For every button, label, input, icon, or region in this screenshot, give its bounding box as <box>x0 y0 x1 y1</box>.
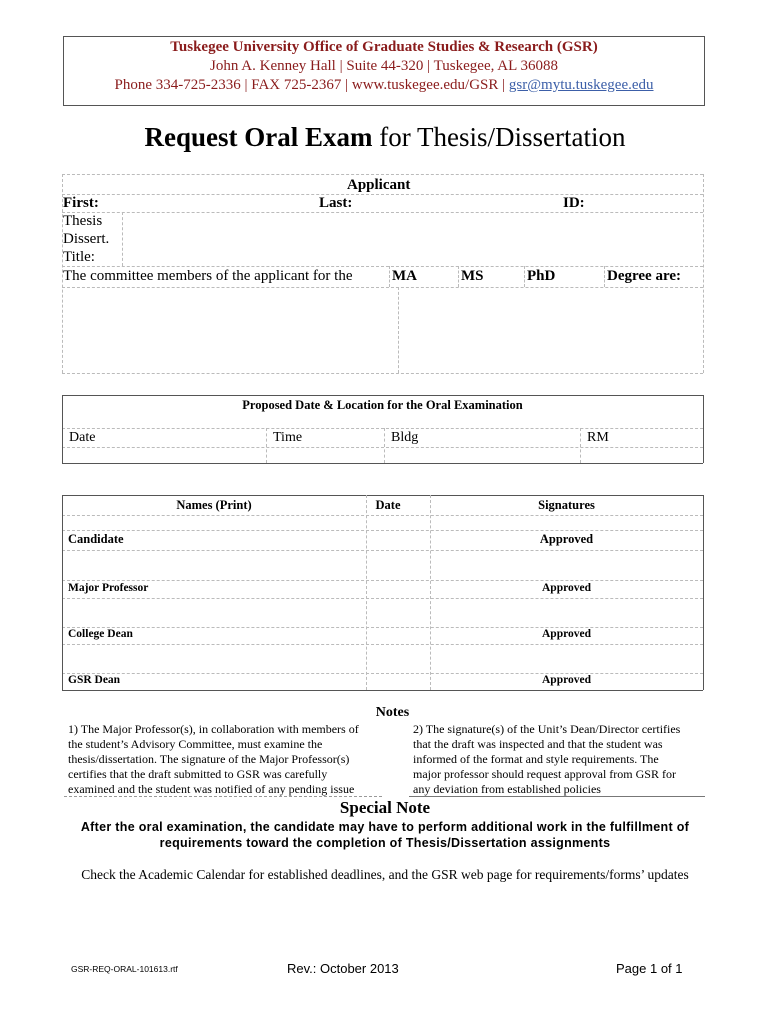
degree-ms: MS <box>461 268 484 284</box>
notes-right-line: informed of the format and style requirements. The <box>413 752 659 766</box>
committee-text: The committee members of the applicant for the <box>63 268 353 284</box>
status-major-professor: Approved <box>542 582 591 594</box>
exam-bldg-label: Bldg <box>391 430 419 445</box>
office-name: Tuskegee University Office of Graduate Studies & Research (GSR) <box>170 39 598 55</box>
office-contact <box>64 77 704 94</box>
footer-revision: Rev.: October 2013 <box>287 961 399 976</box>
special-note-line-1: After the oral examination, the candidate may have to perform additional work in the fulfillment of <box>80 820 690 834</box>
applicant-heading: Applicant <box>347 177 411 193</box>
notes-left-line: the student’s Advisory Committee, must examine the <box>68 737 323 751</box>
exam-rm-label: RM <box>587 430 609 445</box>
notes-left-line: 1) The Major Professor(s), in collaboration with members of <box>68 722 359 736</box>
status-gsr-dean: Approved <box>542 674 591 686</box>
notes-right-line: 2) The signature(s) of the Unit’s Dean/Director certifies <box>413 722 681 736</box>
exam-time-label: Time <box>273 430 303 445</box>
notes-left-line: thesis/dissertation. The signature of the Major Professor(s) <box>68 752 350 766</box>
calendar-note: Check the Academic Calendar for established deadlines, and the GSR web page for requirements/forms’ updates <box>81 867 689 882</box>
notes-left-line: certifies that the draft submitted to GSR was carefully <box>68 767 328 781</box>
page-title <box>0 122 770 153</box>
special-note-line-2: requirements toward the completion of Thesis/Dissertation assignments <box>159 836 611 850</box>
degree-phd: PhD <box>527 268 556 284</box>
col-names: Names (Print) <box>176 498 252 512</box>
footer-filename: GSR-REQ-ORAL-101613.rtf <box>71 964 178 974</box>
email-link[interactable]: gsr@mytu.tuskegee.edu <box>508 77 654 93</box>
notes-right <box>413 722 713 797</box>
id-label: ID: <box>563 195 585 211</box>
exam-heading: Proposed Date & Location for the Oral Examination <box>242 398 523 412</box>
notes-right-line: any deviation from established policies <box>413 782 601 796</box>
title-rest: for Thesis/Dissertation <box>372 122 626 152</box>
title-label-thesis: Thesis <box>63 213 103 229</box>
degree-ma: MA <box>392 268 417 284</box>
first-name-label: First: <box>63 195 99 211</box>
role-major-professor: Major Professor <box>68 582 149 594</box>
footer-page-number: Page 1 of 1 <box>616 961 683 976</box>
title-label-title: Title: <box>63 249 95 265</box>
special-note-heading: Special Note <box>339 798 431 817</box>
degree-label: Degree are: <box>607 268 681 284</box>
letterhead-box <box>63 36 705 106</box>
status-college-dean: Approved <box>542 628 591 640</box>
last-name-label: Last: <box>319 195 353 211</box>
role-candidate: Candidate <box>68 532 124 546</box>
office-address: John A. Kenney Hall | Suite 44-320 | Tuskegee, AL 36088 <box>210 58 558 74</box>
notes-left-line: examined and the student was notified of any pending issue <box>68 782 355 796</box>
contact-text: Phone 334-725-2336 | FAX 725-2367 | www.tuskegee.edu/GSR | <box>114 77 509 93</box>
col-date: Date <box>375 498 401 512</box>
title-bold: Request Oral Exam <box>144 122 373 152</box>
role-gsr-dean: GSR Dean <box>68 674 121 686</box>
col-signatures: Signatures <box>538 498 595 512</box>
title-label-dissert: Dissert. <box>63 231 110 247</box>
notes-heading: Notes <box>375 705 410 720</box>
notes-left <box>68 722 388 797</box>
status-candidate: Approved <box>539 532 594 546</box>
role-college-dean: College Dean <box>68 628 133 640</box>
exam-date-label: Date <box>69 430 96 445</box>
notes-right-line: that the draft was inspected and that the student was <box>413 737 663 751</box>
notes-right-line: major professor should request approval from GSR for <box>413 767 676 781</box>
